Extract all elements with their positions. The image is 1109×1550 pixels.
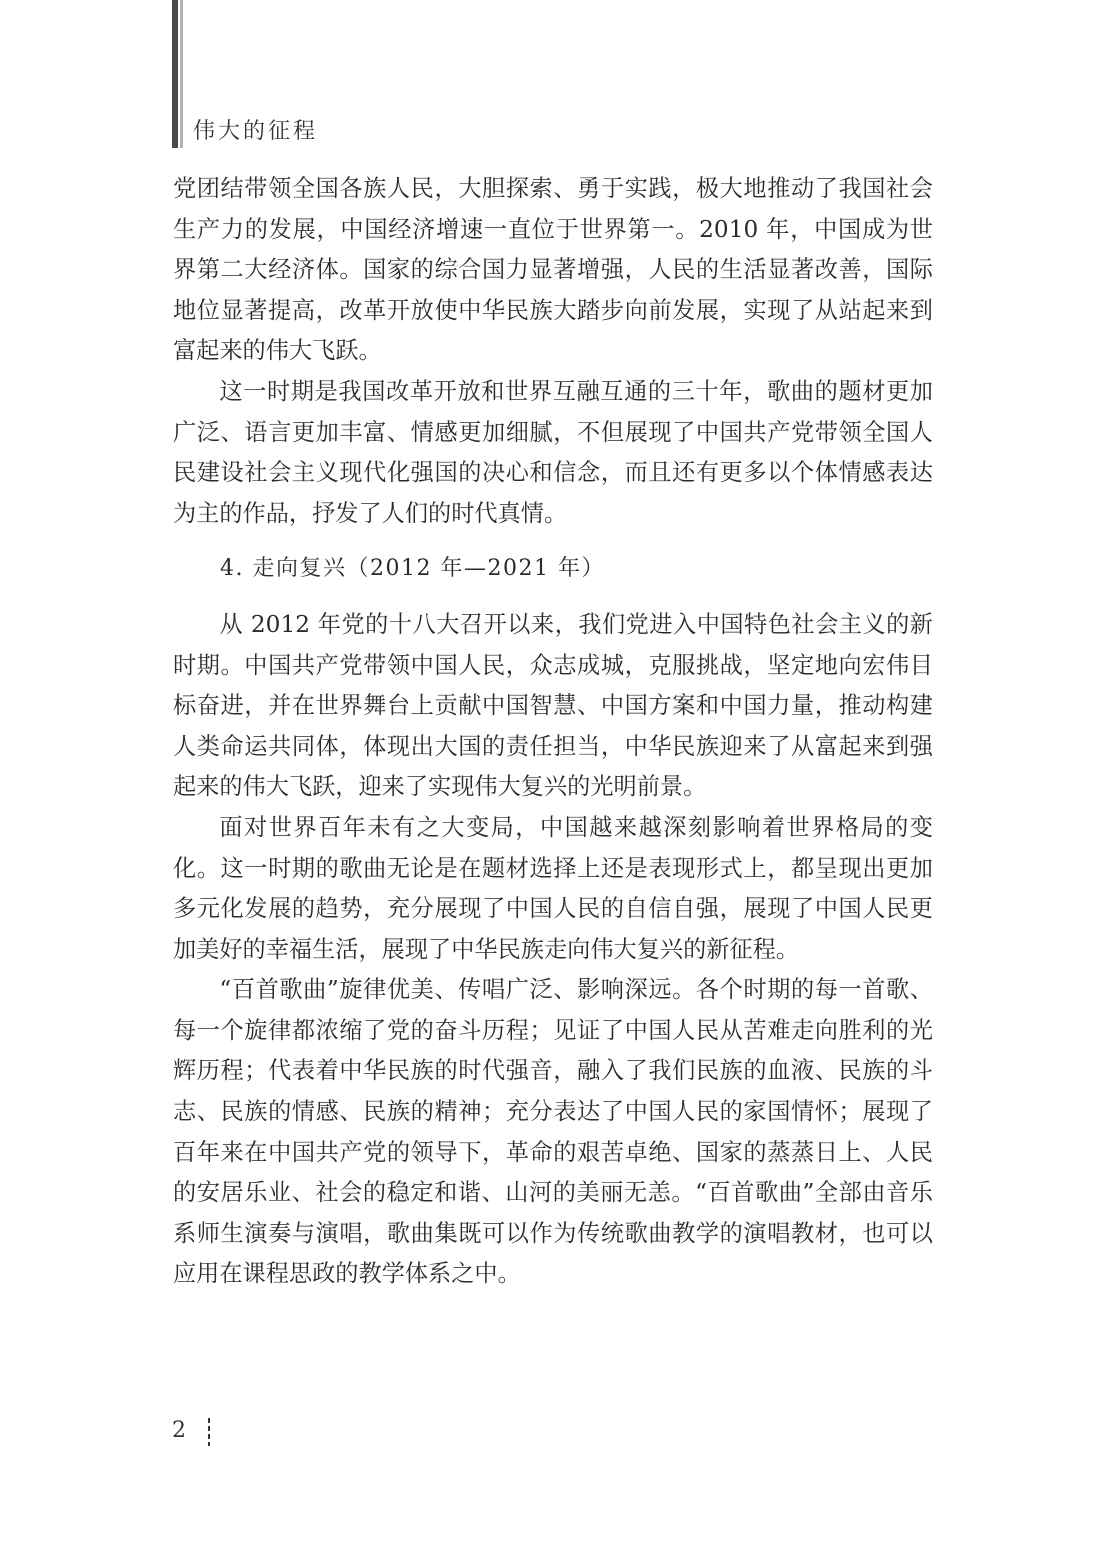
running-head: 伟大的征程 (193, 119, 319, 144)
section-heading: 4. 走向复兴（2012 年—2021 年） (220, 556, 605, 582)
paragraph: 这一时期是我国改革开放和世界互融互通的三十年，歌曲的题材更加广泛、语言更加丰富、情感更加细腻，不但展现了中国共产党带领全国人民建设社会主义现代化强国的决心和信念，而且还有更多以个体情感表达为主的作品，抒发了人们的时代真情。 (173, 377, 933, 527)
page-number: 2 (172, 1418, 186, 1443)
paragraph: 党团结带领全国各族人民，大胆探索、勇于实践，极大地推动了我国社会生产力的发展，中国经济增速一直位于世界第一。2010 年，中国成为世界第二大经济体。国家的综合国力显著增强，人民的生活显著改善，国际地位显著提高，改革开放使中华民族大踏步向前发展，实现了从站起来到富起来的伟大飞跃。 (173, 175, 933, 365)
paragraph: 面对世界百年未有之大变局，中国越来越深刻影响着世界格局的变化。这一时期的歌曲无论是在题材选择上还是表现形式上，都呈现出更加多元化发展的趋势，充分展现了中国人民的自信自强，展现了中国人民更加美好的幸福生活，展现了中华民族走向伟大复兴的新征程。 (173, 813, 933, 963)
paragraph: 从 2012 年党的十八大召开以来，我们党进入中国特色社会主义的新时期。中国共产党带领中国人民，众志成城，克服挑战，坚定地向宏伟目标奋进，并在世界舞台上贡献中国智慧、中国方案和中国力量，推动构建人类命运共同体，体现出大国的责任担当，中华民族迎来了从富起来到强起来的伟大飞跃，迎来了实现伟大复兴的光明前景。 (173, 610, 933, 801)
body-text (173, 169, 933, 1295)
page-number-divider (208, 1418, 210, 1446)
header-bar-dark (172, 0, 178, 148)
paragraph: “百首歌曲”旋律优美、传唱广泛、影响深远。各个时期的每一首歌、每一个旋律都浓缩了党的奋斗历程；见证了中国人民从苦难走向胜利的光辉历程；代表着中华民族的时代强音，融入了我们民族的血液、民族的斗志、民族的情感、民族的精神；充分表达了中国人民的家国情怀；展现了百年来在中国共产党的领导下，革命的艰苦卓绝、国家的蒸蒸日上、人民的安居乐业、社会的稳定和谐、山河的美丽无恙。“百首歌曲”全部由音乐系师生演奏与演唱，歌曲集既可以作为传统歌曲教学的演唱教材，也可以应用在课程思政的教学体系之中。 (173, 976, 933, 1288)
header-bar-light (180, 0, 183, 148)
